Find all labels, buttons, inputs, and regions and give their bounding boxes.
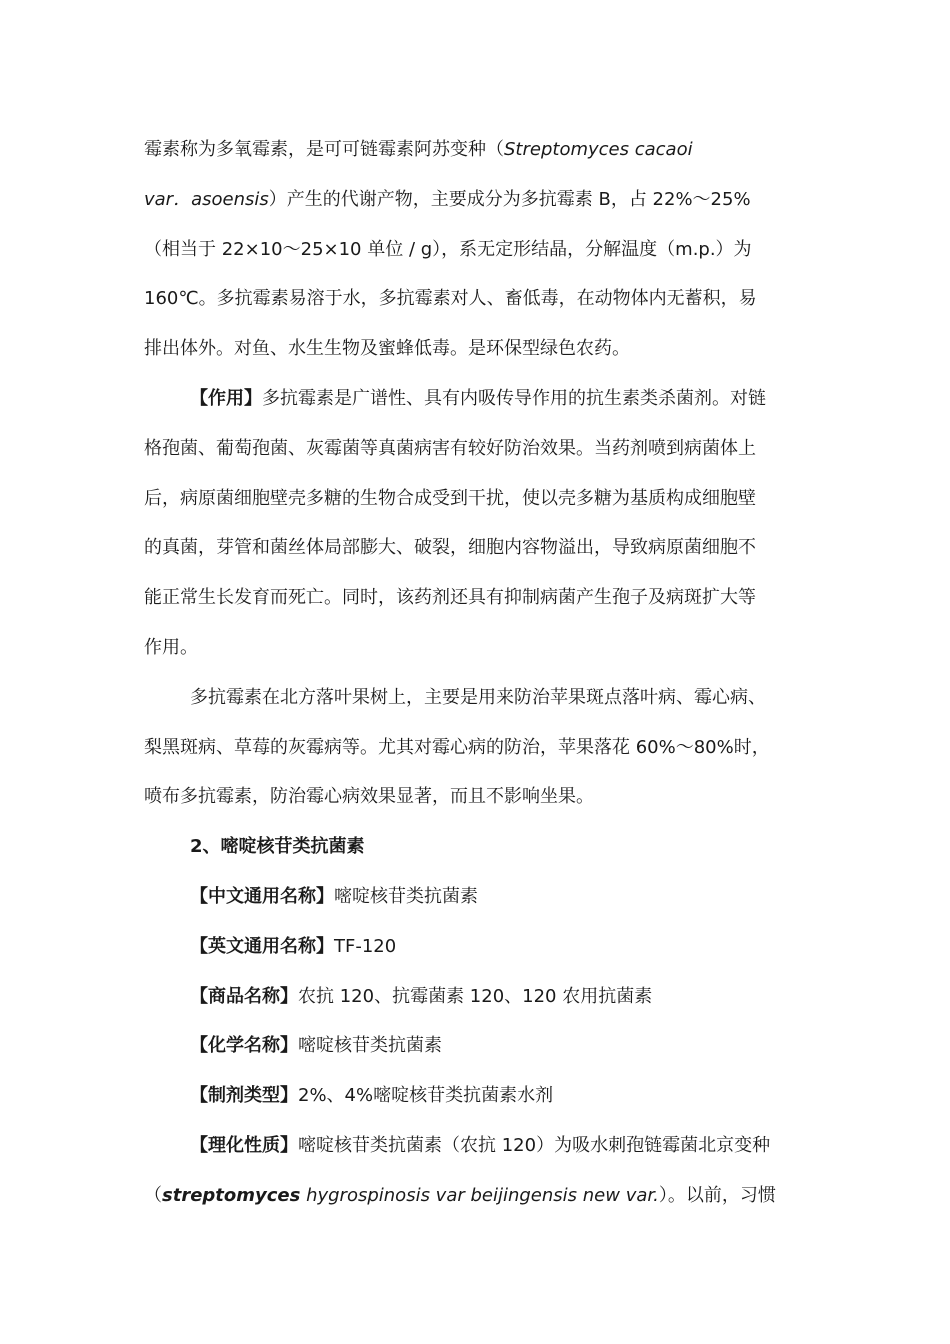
- text-segment: 嘧啶核苷类抗菌素: [334, 886, 478, 907]
- bold-text: 【英文通用名称】: [190, 936, 334, 957]
- text-segment: ）。以前，习惯: [658, 1185, 776, 1206]
- text-line: [144, 287, 757, 311]
- bold-text: 【化学名称】: [190, 1035, 298, 1056]
- text-line: [190, 686, 766, 710]
- text-line: [190, 835, 365, 859]
- text-segment: 160℃。多抗霉素易溶于水，多抗霉素对人、畜低毒，在动物体内无蓄积，易: [144, 288, 757, 309]
- text-segment: 后，病原菌细胞壁壳多糖的生物合成受到干扰，使以壳多糖为基质构成细胞壁: [144, 488, 756, 509]
- text-segment: 多抗霉素是广谱性、具有内吸传导作用的抗生素类杀菌剂。对链: [262, 388, 766, 409]
- text-segment: 的真菌，芽管和菌丝体局部膨大、破裂，细胞内容物溢出，导致病原菌细胞不: [144, 537, 756, 558]
- text-segment: （相当于 22×10～25×10 单位 / g），系无定形结晶，分解温度（m.p.）为: [144, 239, 752, 260]
- text-line: [144, 586, 756, 610]
- text-segment: （: [144, 1185, 162, 1206]
- italic-text: var．asoensis: [144, 189, 269, 210]
- text-line: [144, 736, 770, 760]
- text-line: [190, 1134, 770, 1158]
- text-segment: 喷布多抗霉素，防治霉心病效果显著，而且不影响坐果。: [144, 786, 594, 807]
- text-segment: 多抗霉素在北方落叶果树上，主要是用来防治苹果斑点落叶病、霉心病、: [190, 687, 766, 708]
- text-line: [190, 885, 478, 909]
- text-line: [190, 1084, 553, 1108]
- text-segment: 霉素称为多氧霉素，是可可链霉素阿苏变种（: [144, 139, 504, 160]
- italic-text: hygrospinosis var beijingensis new var.: [300, 1185, 659, 1206]
- text-line: [190, 985, 652, 1009]
- text-line: [190, 387, 766, 411]
- text-line: [144, 1184, 776, 1208]
- bold-text: streptomyces: [162, 1185, 301, 1206]
- text-line: [144, 785, 594, 809]
- bold-text: 【作用】: [190, 388, 262, 409]
- text-line: [144, 536, 756, 560]
- italic-text: Streptomyces cacaoi: [504, 139, 693, 160]
- text-segment: 格孢菌、葡萄孢菌、灰霉菌等真菌病害有较好防治效果。当药剂喷到病菌体上: [144, 438, 756, 459]
- text-segment: 嘧啶核苷类抗菌素（农抗 120）为吸水刺孢链霉菌北京变种: [298, 1135, 771, 1156]
- text-line: [190, 935, 396, 959]
- text-line: [144, 138, 693, 162]
- text-line: [144, 188, 751, 212]
- text-segment: 梨黑斑病、草莓的灰霉病等。尤其对霉心病的防治，苹果落花 60%～80%时，: [144, 737, 770, 758]
- text-segment: 作用。: [144, 637, 198, 658]
- text-line: [144, 238, 752, 262]
- text-segment: ）产生的代谢产物，主要成分为多抗霉素 B，占 22%～25%: [268, 189, 751, 210]
- bold-text: 【商品名称】: [190, 986, 298, 1007]
- text-line: [144, 487, 756, 511]
- bold-text: 2、嘧啶核苷类抗菌素: [190, 836, 365, 857]
- text-segment: 能正常生长发育而死亡。同时，该药剂还具有抑制病菌产生孢子及病斑扩大等: [144, 587, 756, 608]
- text-segment: TF-120: [334, 936, 397, 957]
- text-line: [190, 1034, 442, 1058]
- bold-text: 【中文通用名称】: [190, 886, 334, 907]
- bold-text: 【理化性质】: [190, 1135, 298, 1156]
- text-line: [144, 636, 198, 660]
- bold-text: 【制剂类型】: [190, 1085, 298, 1106]
- text-line: [144, 337, 630, 361]
- text-line: [144, 437, 756, 461]
- text-segment: 农抗 120、抗霉菌素 120、120 农用抗菌素: [298, 986, 653, 1007]
- text-segment: 排出体外。对鱼、水生生物及蜜蜂低毒。是环保型绿色农药。: [144, 338, 630, 359]
- text-segment: 2%、4%嘧啶核苷类抗菌素水剂: [298, 1085, 554, 1106]
- text-segment: 嘧啶核苷类抗菌素: [298, 1035, 442, 1056]
